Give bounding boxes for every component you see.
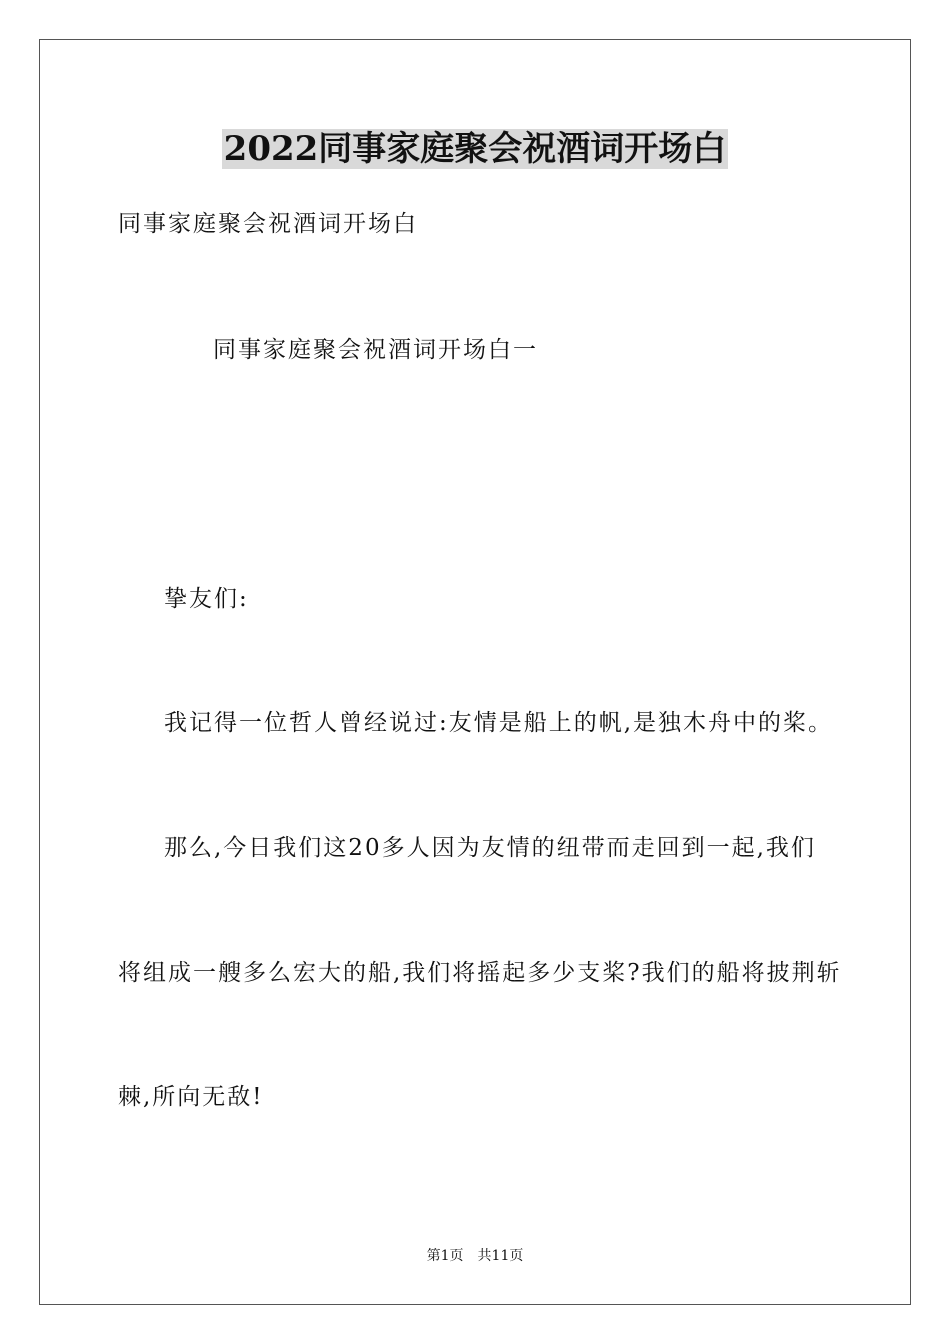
paragraph-line: 将组成一艘多么宏大的船,我们将摇起多少支桨?我们的船将披荆斩 <box>118 960 842 986</box>
document-title <box>0 124 950 174</box>
document-title-text: 2022同事家庭聚会祝酒词开场白 <box>223 129 727 169</box>
section-heading: 同事家庭聚会祝酒词开场白一 <box>213 337 538 363</box>
paragraph-line: 我记得一位哲人曾经说过:友情是船上的帆,是独木舟中的桨。 <box>164 710 834 736</box>
page-footer <box>0 1246 950 1266</box>
paragraph-line: 那么,今日我们这20多人因为友情的纽带而走回到一起,我们 <box>164 835 816 861</box>
paragraph-line: 棘,所向无敌! <box>118 1084 264 1110</box>
salutation: 挚友们: <box>164 586 249 612</box>
page-total: 共11页 <box>477 1248 524 1264</box>
page-number: 第1页 <box>426 1248 464 1264</box>
subtitle-line: 同事家庭聚会祝酒词开场白 <box>118 211 418 237</box>
